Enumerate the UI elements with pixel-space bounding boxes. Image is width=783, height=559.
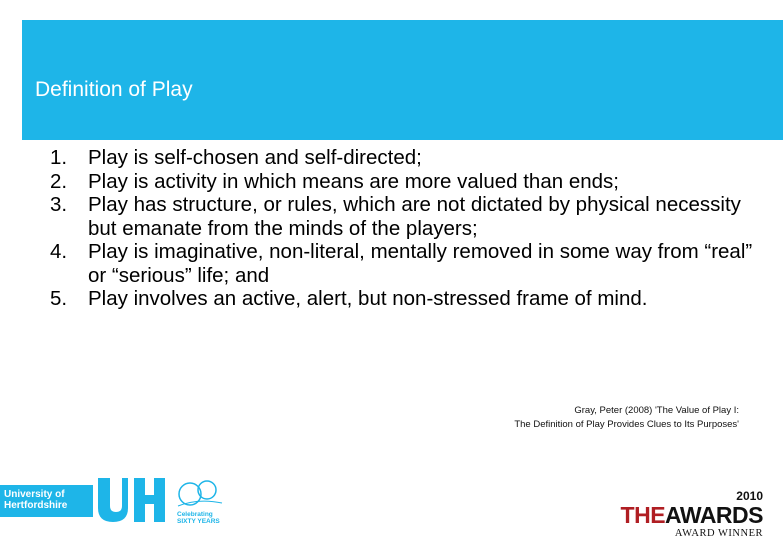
item-number: 2. (50, 169, 68, 193)
university-name (4, 489, 67, 511)
university-logo (0, 485, 93, 517)
university-name-line-1: University of (4, 489, 65, 500)
item-text: Play is activity in which means are more valued than ends; (88, 169, 619, 193)
item-number: 3. (50, 193, 68, 216)
sixty-years-line-1: Celebrating (177, 511, 213, 518)
awards-the: THE (620, 502, 666, 528)
university-name-line-2: Hertfordshire (4, 500, 68, 511)
item-text: Play is imaginative, non-literal, mentally removed in some way from “real” or “serious” life; and (88, 240, 753, 287)
awards-subtitle: AWARD WINNER (674, 528, 763, 539)
citation (514, 404, 739, 432)
item-text: Play involves an active, alert, but non-stressed frame of mind. (88, 287, 648, 310)
awards-year: 2010 (736, 489, 763, 503)
title-banner (22, 20, 783, 140)
item-number: 5. (50, 287, 68, 310)
item-text: Play has structure, or rules, which are not dictated by physical necessity but emanate from the minds of the players; (88, 193, 741, 240)
item-number: 1. (50, 146, 68, 169)
list-item (50, 170, 770, 194)
list-item (50, 240, 770, 287)
slide-title: Definition of Play (35, 78, 193, 101)
definition-list (50, 146, 770, 311)
list-item (50, 146, 770, 170)
sixty-years-line-2: SIXTY YEARS (177, 518, 220, 525)
citation-line-1: Gray, Peter (2008) 'The Value of Play I: (574, 405, 739, 416)
list-item (50, 193, 770, 240)
uh-logo-icon (98, 478, 166, 522)
sixty-years-text (177, 511, 220, 525)
item-number: 4. (50, 240, 68, 263)
awards-logo (621, 490, 763, 539)
citation-line-2: The Definition of Play Provides Clues to Its Purposes' (514, 419, 739, 430)
list-item (50, 287, 770, 311)
awards-awards: AWARDS (665, 502, 763, 528)
item-text: Play is self-chosen and self-directed; (88, 146, 422, 169)
awards-title (621, 502, 763, 528)
